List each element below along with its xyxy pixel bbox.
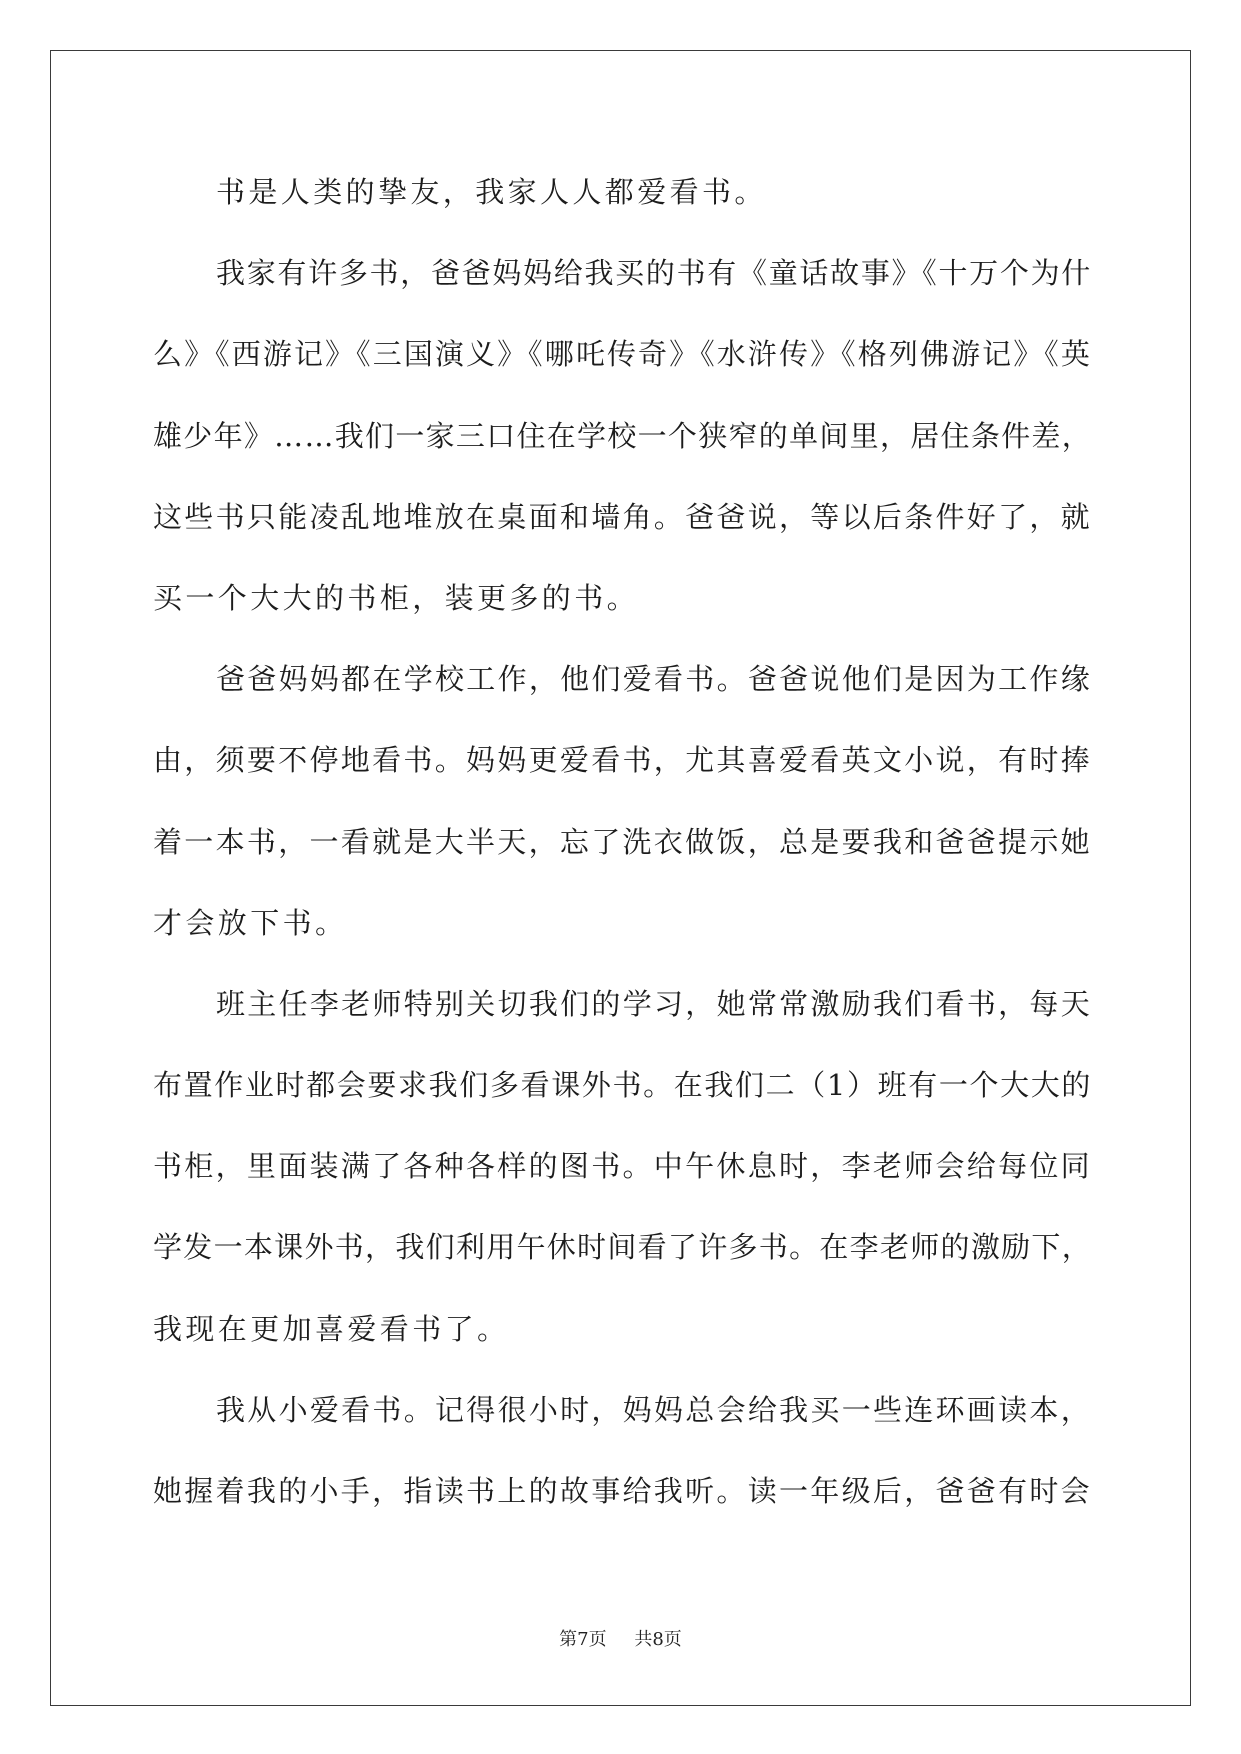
- paragraph: [153, 152, 1092, 233]
- text-line: 我从小爱看书。记得很小时，妈妈总会给我买一些连环画读本，: [216, 1392, 1092, 1427]
- document-body: [153, 152, 1092, 1532]
- paragraph: [153, 639, 1092, 964]
- page-number-current: 第7页: [559, 1629, 607, 1650]
- page-footer: [0, 1627, 1241, 1653]
- text-line: 买一个大大的书柜，装更多的书。: [153, 580, 640, 615]
- paragraph: [153, 964, 1092, 1370]
- text-line: 书柜，里面装满了各种各样的图书。中午休息时，李老师会给每位同: [153, 1149, 1092, 1184]
- text-line: 她握着我的小手，指读书上的故事给我听。读一年级后，爸爸有时会: [153, 1474, 1092, 1508]
- text-line: 我家有许多书，爸爸妈妈给我买的书有《童话故事》《十万个为什: [216, 256, 1092, 291]
- text-line: 爸爸妈妈都在学校工作，他们爱看书。爸爸说他们是因为工作缘: [216, 662, 1092, 697]
- page-number-total: 共8页: [634, 1629, 682, 1650]
- text-line: 布置作业时都会要求我们多看课外书。在我们二（1）班有一个大大的: [153, 1068, 1092, 1103]
- text-line: 学发一本课外书，我们利用午休时间看了许多书。在李老师的激励下，: [153, 1230, 1092, 1265]
- text-line: 雄少年》……我们一家三口住在学校一个狭窄的单间里，居住条件差，: [153, 418, 1092, 453]
- text-line: 班主任李老师特别关切我们的学习，她常常激励我们看书，每天: [216, 986, 1092, 1021]
- paragraph: [153, 1370, 1092, 1532]
- text-line: 书是人类的挚友，我家人人都爱看书。: [216, 175, 767, 209]
- paragraph: [153, 233, 1092, 639]
- text-line: 着一本书，一看就是大半天，忘了洗衣做饭，总是要我和爸爸提示她: [153, 824, 1092, 859]
- text-line: 我现在更加喜爱看书了。: [153, 1311, 510, 1346]
- text-line: 这些书只能凌乱地堆放在桌面和墙角。爸爸说，等以后条件好了，就: [153, 499, 1092, 534]
- text-line: 由，须要不停地看书。妈妈更爱看书，尤其喜爱看英文小说，有时捧: [153, 743, 1092, 778]
- text-line: 才会放下书。: [153, 905, 348, 940]
- text-line: 么》《西游记》《三国演义》《哪吒传奇》《水浒传》《格列佛游记》《英: [153, 337, 1092, 372]
